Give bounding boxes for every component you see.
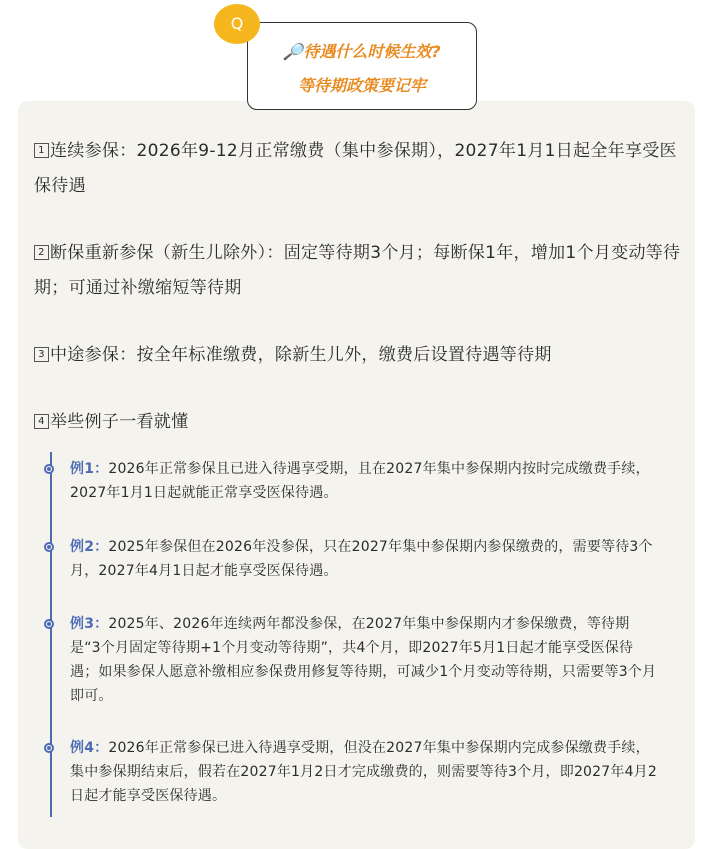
point-text-1: 连续参保：2026年9-12月正常缴费（集中参保期），2027年1月1日起全年享受医保待遇 — [34, 141, 677, 196]
point-item-1 — [34, 134, 684, 204]
example-3 — [70, 612, 660, 708]
example-text-4: 2026年正常参保已进入待遇享受期，但没在2027年集中参保期内完成参保缴费手续，集中参保期结束后，假若在2027年1月2日才完成缴费的，则需要等待3个月，即2027年4月2日起才能享受医保待遇。 — [70, 740, 657, 804]
timeline-dot-4 — [44, 743, 54, 753]
question-box — [247, 22, 477, 110]
number-box-3: 3 — [34, 347, 49, 362]
example-2 — [70, 535, 660, 583]
timeline-dot-3 — [44, 619, 54, 629]
number-box-2: 2 — [34, 245, 49, 260]
timeline-dot-2 — [44, 542, 54, 552]
number-box-4: 4 — [34, 414, 49, 429]
example-label-1: 例1： — [70, 461, 109, 477]
example-label-4: 例4： — [70, 740, 109, 756]
q-badge: Q — [214, 4, 260, 44]
example-1 — [70, 457, 660, 505]
timeline-line — [50, 452, 52, 817]
question-title-line2: 等待期政策要记牢 — [297, 76, 426, 95]
example-label-3: 例3： — [70, 616, 109, 632]
point-item-2 — [34, 236, 684, 306]
example-text-2: 2025年参保但在2026年没参保，只在2027年集中参保期内参保缴费的，需要等待3个月，2027年4月1日起才能享受医保待遇。 — [70, 539, 653, 579]
point-text-2: 断保重新参保（新生儿除外）：固定等待期3个月；每断保1年，增加1个月变动等待期；可通过补缴缩短等待期 — [34, 243, 681, 298]
point-text-3: 中途参保：按全年标准缴费，除新生儿外，缴费后设置待遇等待期 — [50, 345, 552, 365]
number-box-1: 1 — [34, 143, 49, 158]
question-title-line1: 🔎待遇什么时候生效? — [283, 42, 441, 61]
example-label-2: 例2： — [70, 539, 109, 555]
example-4 — [70, 736, 660, 808]
example-text-1: 2026年正常参保且已进入待遇享受期，且在2027年集中参保期内按时完成缴费手续，2027年1月1日起就能正常享受医保待遇。 — [70, 461, 650, 501]
timeline-dot-1 — [44, 464, 54, 474]
example-text-3: 2025年、2026年连续两年都没参保，在2027年集中参保期内才参保缴费，等待期是“3个月固定等待期+1个月变动等待期”，共4个月，即2027年5月1日起才能享受医保待遇；如果参保人愿意补缴相应参保费用修复等待期，可减少1个月变动等待期，只需要等3个月即可。 — [70, 616, 657, 704]
point-item-3 — [34, 338, 684, 373]
point-item-4 — [34, 405, 684, 440]
point-text-4: 举些例子一看就懂 — [50, 412, 189, 432]
